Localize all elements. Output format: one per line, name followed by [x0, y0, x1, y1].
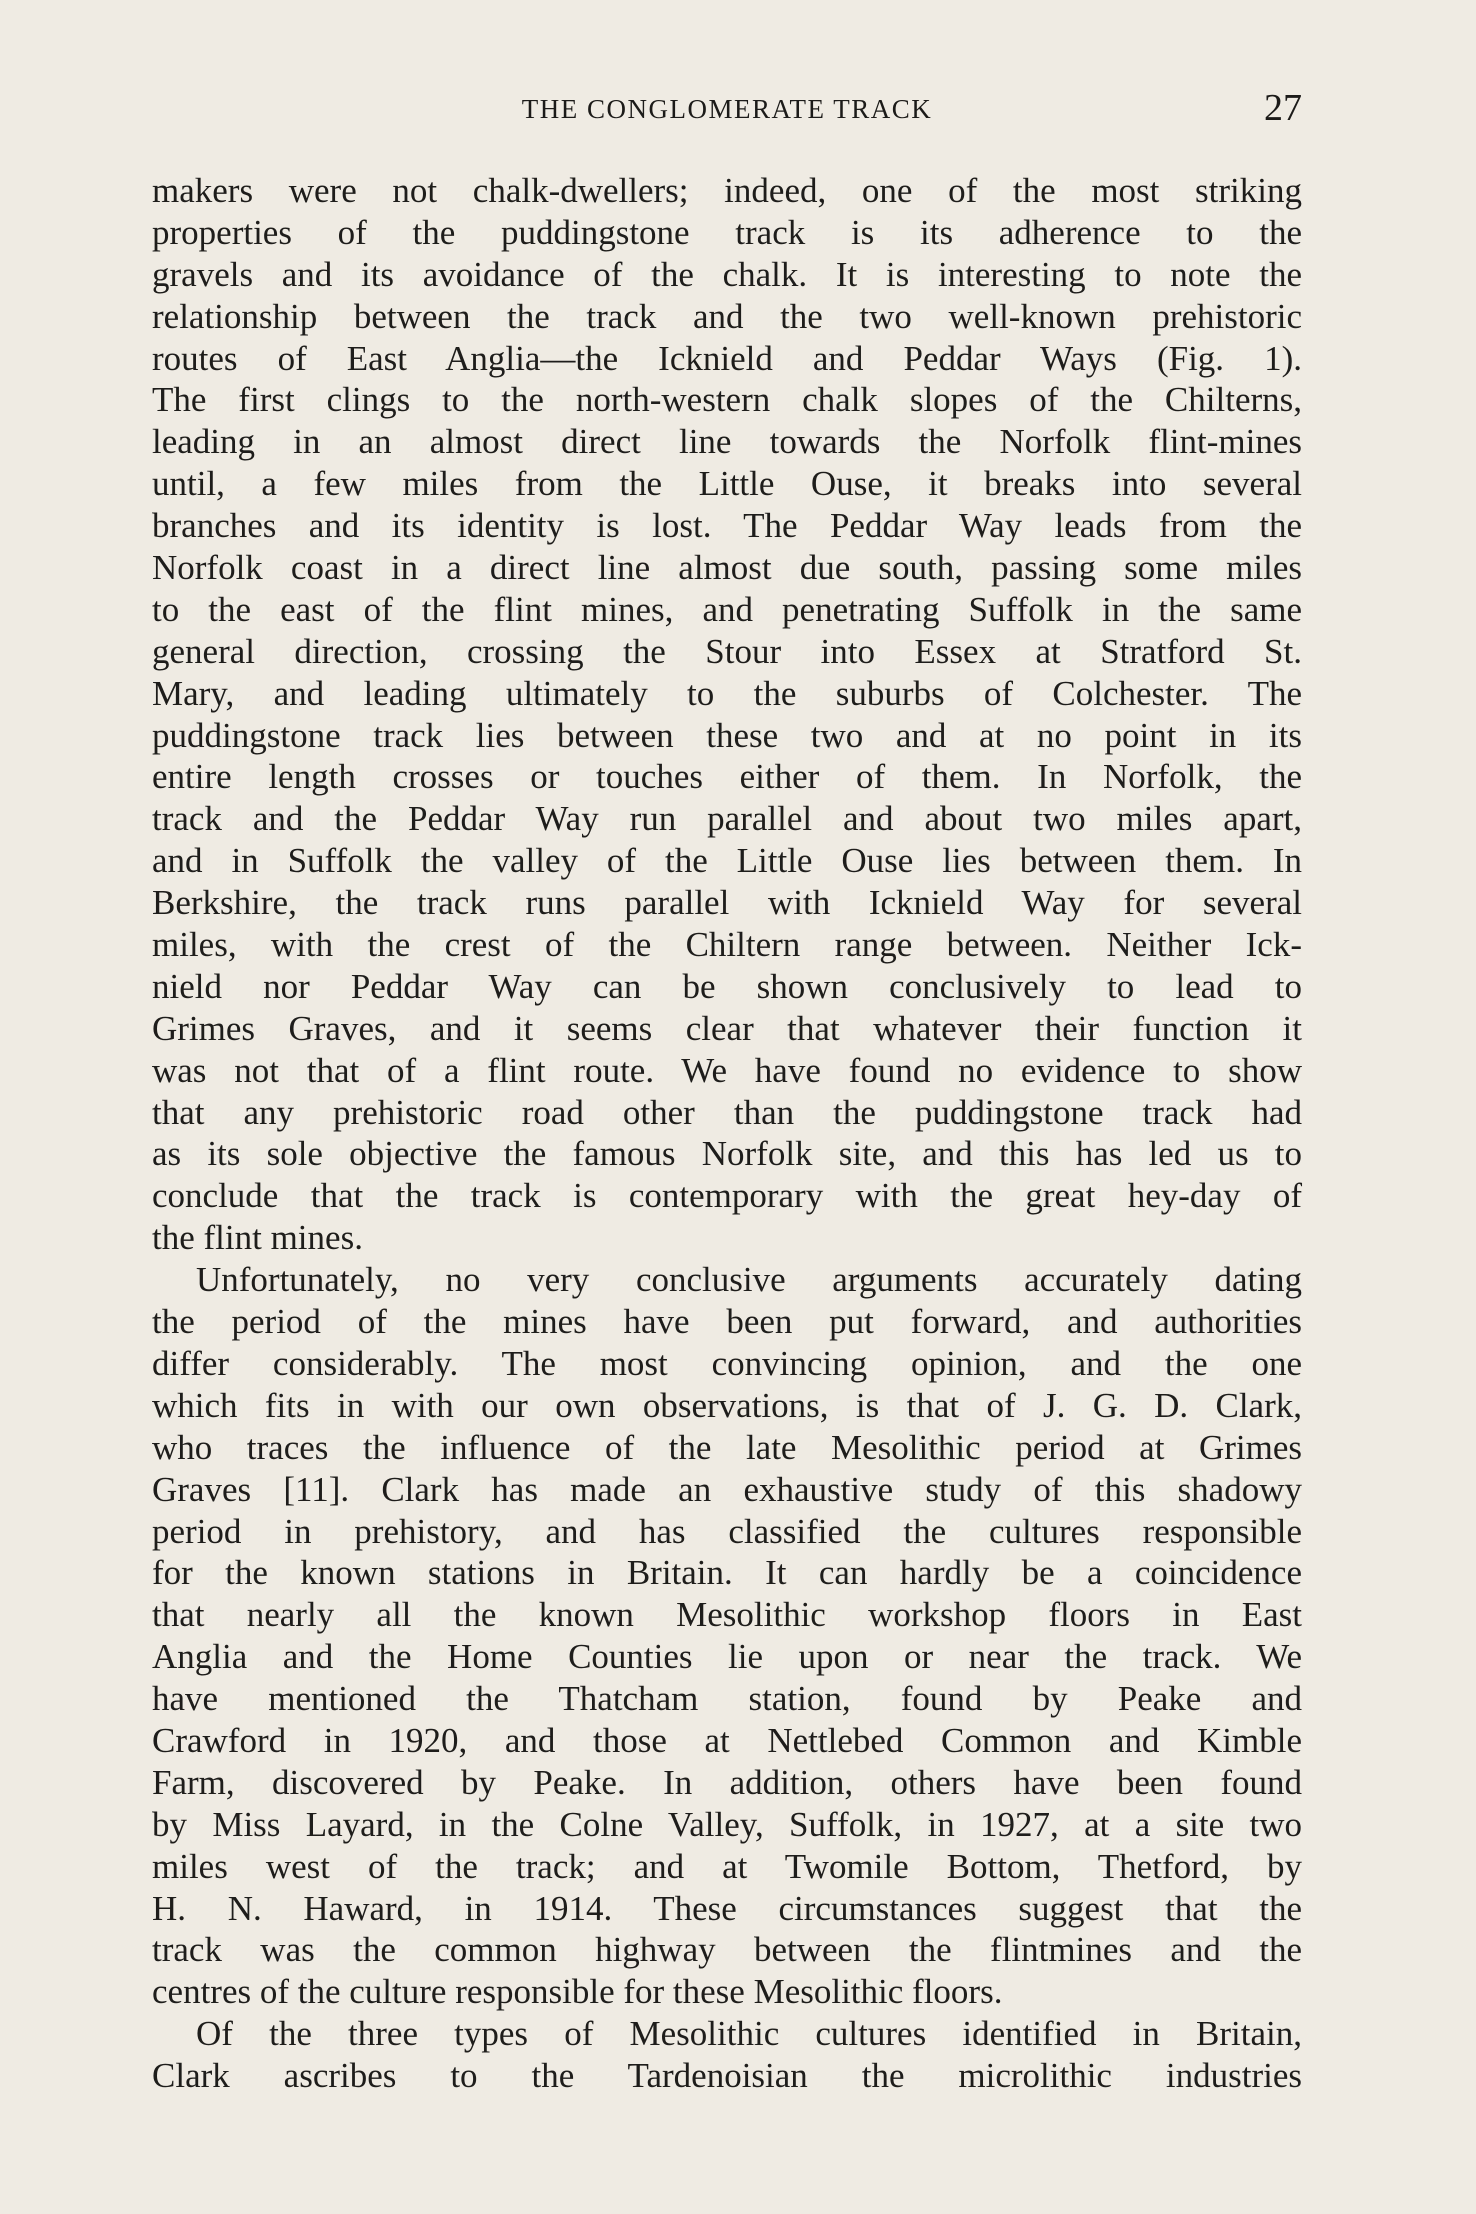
text-line: Of the three types of Mesolithic cultures identified in Britain,: [196, 2014, 1302, 2054]
text-line: Norfolk coast in a direct line almost due south, passing some miles: [152, 548, 1302, 588]
text-line: entire length crosses or touches either of them. In Norfolk, the: [152, 757, 1302, 797]
text-line: makers were not chalk-dwellers; indeed, one of the most striking: [152, 171, 1302, 210]
text-line: that nearly all the known Mesolithic workshop floors in East: [152, 1595, 1302, 1635]
text-line: Clark ascribes to the Tardenoisian the microlithic industries: [152, 2056, 1302, 2096]
text-line: was not that of a flint route. We have found no evidence to show: [152, 1050, 1302, 1090]
text-line: that any prehistoric road other than the puddingstone track had: [152, 1092, 1302, 1132]
text-line: H. N. Haward, in 1914. These circumstances suggest that the: [152, 1888, 1302, 1928]
text-line: Unfortunately, no very conclusive arguments accurately dating: [196, 1260, 1302, 1300]
text-line: nield nor Peddar Way can be shown conclusively to lead to: [152, 966, 1302, 1006]
text-line: properties of the puddingstone track is its adherence to the: [152, 212, 1302, 252]
text-line: conclude that the track is contemporary with the great hey-day of: [152, 1176, 1302, 1216]
text-line: Crawford in 1920, and those at Nettlebed Common and Kimble: [152, 1720, 1302, 1760]
text-line: Anglia and the Home Counties lie upon or near the track. We: [152, 1637, 1302, 1677]
text-line: period in prehistory, and has classified the cultures responsible: [152, 1511, 1302, 1551]
text-line: Mary, and leading ultimately to the suburbs of Colchester. The: [152, 673, 1302, 713]
text-line: by Miss Layard, in the Colne Valley, Suffolk, in 1927, at a site two: [152, 1804, 1302, 1844]
running-title: THE CONGLOMERATE TRACK: [521, 94, 933, 124]
text-line: Graves [11]. Clark has made an exhaustive study of this shadowy: [152, 1469, 1302, 1509]
text-line: branches and its identity is lost. The Peddar Way leads from the: [152, 506, 1302, 546]
text-line: which fits in with our own observations, is that of J. G. D. Clark,: [152, 1385, 1302, 1425]
text-line: the period of the mines have been put forward, and authorities: [152, 1302, 1302, 1342]
text-line: to the east of the flint mines, and penetrating Suffolk in the same: [152, 589, 1302, 629]
text-line: for the known stations in Britain. It can hardly be a coincidence: [152, 1553, 1302, 1593]
text-line: relationship between the track and the two well-known prehistoric: [152, 296, 1302, 336]
text-line: general direction, crossing the Stour into Essex at Stratford St.: [152, 631, 1302, 671]
text-line: miles west of the track; and at Twomile Bottom, Thetford, by: [152, 1846, 1302, 1886]
text-line: miles, with the crest of the Chiltern range between. Neither Ick-: [152, 925, 1302, 965]
text-line: track and the Peddar Way run parallel and about two miles apart,: [152, 799, 1302, 839]
text-line: routes of East Anglia—the Icknield and Peddar Ways (Fig. 1).: [152, 338, 1302, 378]
text-line: The first clings to the north-western chalk slopes of the Chilterns,: [152, 380, 1302, 420]
body-text: [152, 170, 1302, 2097]
text-line: Farm, discovered by Peake. In addition, others have been found: [152, 1762, 1302, 1802]
text-line: leading in an almost direct line towards the Norfolk flint-mines: [152, 422, 1302, 462]
text-line: as its sole objective the famous Norfolk site, and this has led us to: [152, 1134, 1302, 1174]
text-line: gravels and its avoidance of the chalk. It is interesting to note the: [152, 254, 1302, 294]
text-line: who traces the influence of the late Mesolithic period at Grimes: [152, 1427, 1302, 1467]
text-line: Grimes Graves, and it seems clear that whatever their function it: [152, 1008, 1302, 1048]
text-line: track was the common highway between the flintmines and the: [152, 1930, 1302, 1970]
text-line: and in Suffolk the valley of the Little Ouse lies between them. In: [152, 841, 1302, 881]
text-line: centres of the culture responsible for these Mesolithic floors.: [152, 1972, 1003, 2012]
running-head: [152, 87, 1302, 130]
text-line: puddingstone track lies between these two and at no point in its: [152, 715, 1302, 755]
text-line: until, a few miles from the Little Ouse, it breaks into several: [152, 464, 1302, 504]
text-line: the flint mines.: [152, 1218, 363, 1258]
text-line: Berkshire, the track runs parallel with Icknield Way for several: [152, 883, 1302, 923]
text-line: have mentioned the Thatcham station, found by Peake and: [152, 1679, 1302, 1719]
text-line: differ considerably. The most convincing opinion, and the one: [152, 1343, 1302, 1383]
page-number: 27: [1264, 87, 1302, 129]
